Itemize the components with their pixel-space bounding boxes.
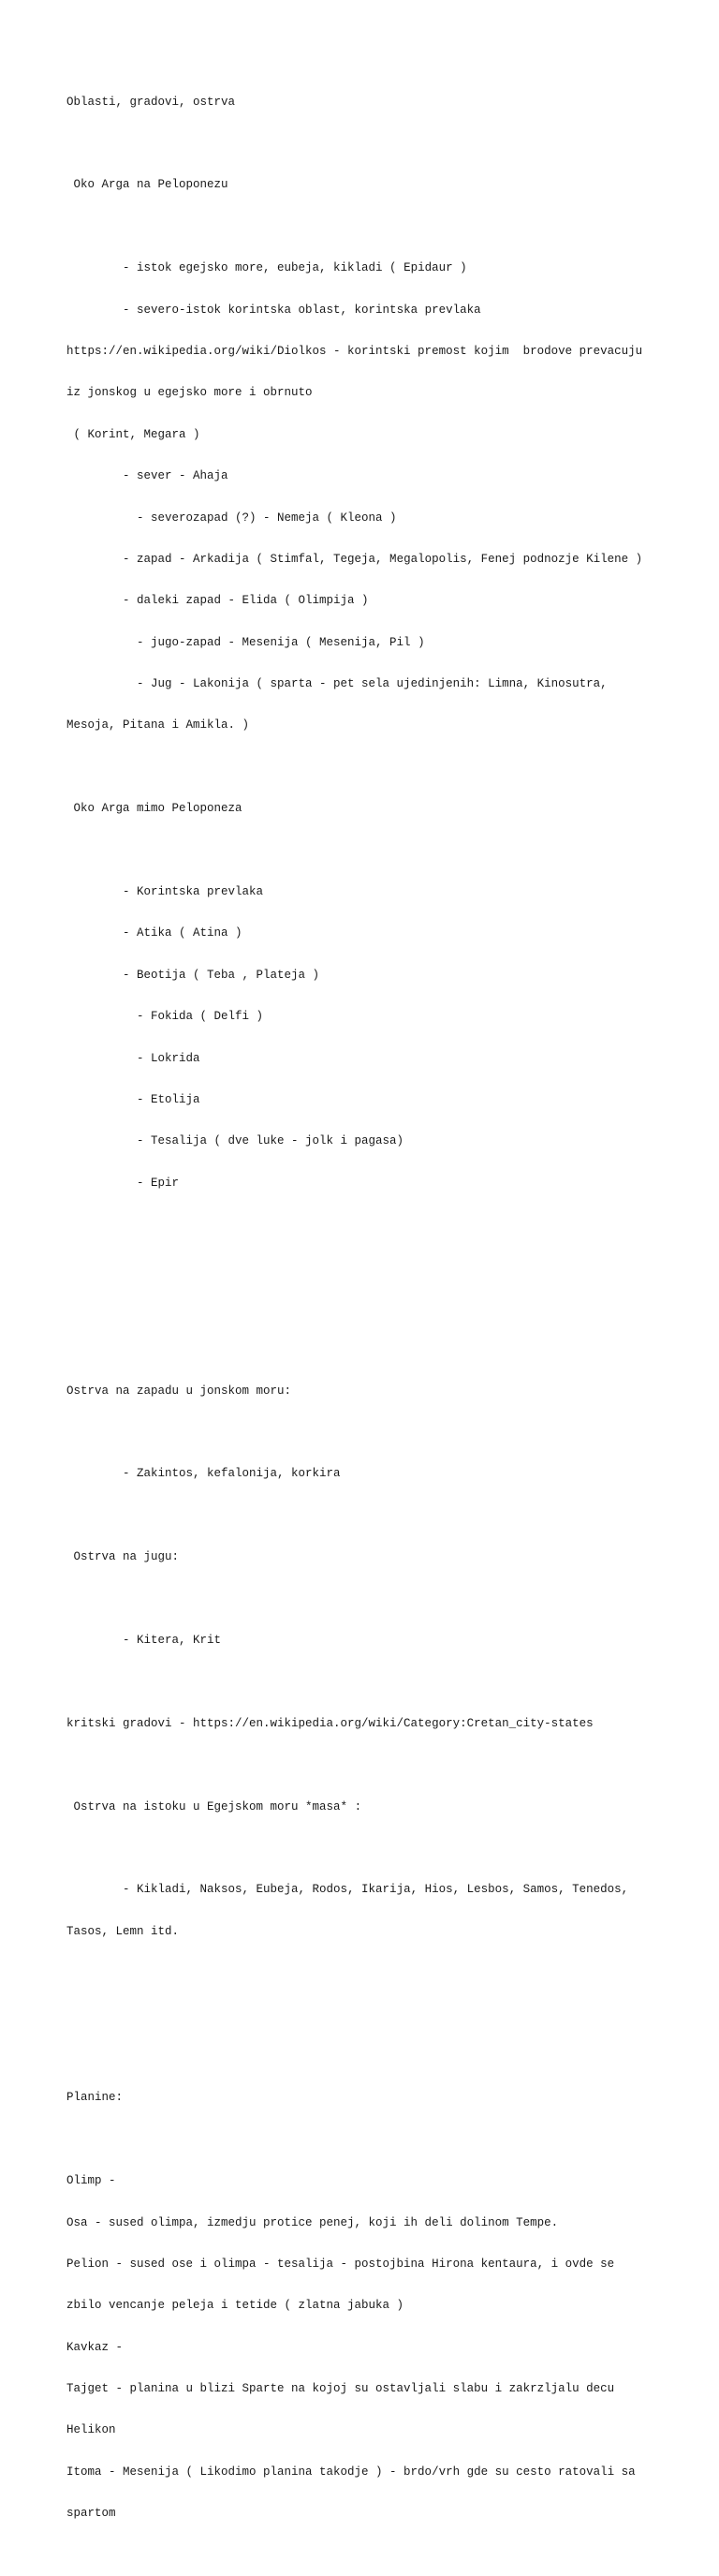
document-line: - Epir xyxy=(66,1176,180,1190)
document-line: - Beotija ( Teba , Plateja ) xyxy=(66,968,320,982)
document-line: - daleki zapad - Elida ( Olimpija ) xyxy=(66,594,369,608)
document-line: Mesoja, Pitana i Amikla. ) xyxy=(66,718,250,733)
document-line: spartom xyxy=(66,2507,116,2521)
document-line: Olimp - xyxy=(66,2174,116,2188)
document-line xyxy=(66,1592,666,1606)
document-line: - istok egejsko more, eubeja, kikladi ( Epidaur ) xyxy=(66,261,467,275)
document-line: - zapad - Arkadija ( Stimfal, Tegeja, Megalopolis, Fenej podnozje Kilene ) xyxy=(66,552,643,566)
document-line xyxy=(66,220,666,234)
document-line xyxy=(66,1842,666,1856)
document-line: - Zakintos, kefalonija, korkira xyxy=(66,1467,341,1481)
document-body xyxy=(66,67,666,2576)
document-line: Kavkaz - xyxy=(66,2340,124,2354)
document-line: Tajget - planina u blizi Sparte na kojoj su ostavljali slabu i zakrzljalu decu xyxy=(66,2382,615,2396)
document-line xyxy=(66,1342,666,1356)
document-line: - Kikladi, Naksos, Eubeja, Rodos, Ikarija, Hios, Lesbos, Samos, Tenedos, xyxy=(66,1883,629,1897)
document-line: Planine: xyxy=(66,2091,124,2105)
document-line: - Kitera, Krit xyxy=(66,1634,222,1648)
document-line: Ostrva na istoku u Egejskom moru *masa* : xyxy=(66,1799,362,1814)
document-line: - Korintska prevlaka xyxy=(66,885,264,899)
document-line: - Etolija xyxy=(66,1092,200,1106)
document-line xyxy=(66,1675,666,1689)
document-line: - severozapad (?) - Nemeja ( Kleona ) xyxy=(66,511,397,525)
document-line: Tasos, Lemn itd. xyxy=(66,1924,180,1938)
document-line: Ostrva na zapadu u jonskom moru: xyxy=(66,1384,292,1398)
document-line: - jugo-zapad - Mesenija ( Mesenija, Pil ) xyxy=(66,635,425,649)
document-line: Itoma - Mesenija ( Likodimo planina takodje ) - brdo/vrh gde su cesto ratovali sa xyxy=(66,2465,636,2479)
document-line xyxy=(66,2008,666,2022)
document-line: Helikon xyxy=(66,2423,116,2437)
document-line xyxy=(66,1218,666,1232)
document-line: Oko Arga na Peloponezu xyxy=(66,178,228,192)
document-line: - Jug - Lakonija ( sparta - pet sela ujedinjenih: Limna, Kinosutra, xyxy=(66,677,608,691)
document-line: - Tesalija ( dve luke - jolk i pagasa) xyxy=(66,1134,404,1148)
document-line xyxy=(66,1260,666,1274)
document-line: Oblasti, gradovi, ostrva xyxy=(66,95,236,109)
document-line: - Lokrida xyxy=(66,1051,200,1065)
document-line: Pelion - sused ose i olimpa - tesalija - postojbina Hirona kentaura, i ovde se xyxy=(66,2257,615,2271)
document-line xyxy=(66,761,666,775)
document-line xyxy=(66,137,666,151)
document-line: Oko Arga mimo Peloponeza xyxy=(66,802,242,816)
document-line xyxy=(66,1758,666,1772)
document-line: - Atika ( Atina ) xyxy=(66,926,242,940)
document-line xyxy=(66,844,666,858)
document-line: - Fokida ( Delfi ) xyxy=(66,1010,264,1024)
document-line xyxy=(66,1509,666,1523)
document-line xyxy=(66,1966,666,1980)
document-line-link[interactable]: kritski gradovi - https://en.wikipedia.org/wiki/Category:Cretan_city-states xyxy=(66,1716,594,1730)
document-line-link[interactable]: https://en.wikipedia.org/wiki/Diolkos - korintski premost kojim brodove prevacuju xyxy=(66,344,643,358)
document-line xyxy=(66,2133,666,2147)
document-line xyxy=(66,2549,666,2563)
document-line: ( Korint, Megara ) xyxy=(66,427,200,441)
document-line xyxy=(66,1426,666,1440)
document-line xyxy=(66,1301,666,1315)
document-line: - sever - Ahaja xyxy=(66,469,228,483)
document-line: zbilo vencanje peleja i tetide ( zlatna jabuka ) xyxy=(66,2299,404,2313)
document-line: Osa - sused olimpa, izmedju protice penej, koji ih deli dolinom Tempe. xyxy=(66,2215,559,2229)
document-line xyxy=(66,2050,666,2064)
document-line: Ostrva na jugu: xyxy=(66,1550,180,1564)
document-line: - severo-istok korintska oblast, korintska prevlaka xyxy=(66,303,481,317)
document-line: iz jonskog u egejsko more i obrnuto xyxy=(66,386,313,400)
